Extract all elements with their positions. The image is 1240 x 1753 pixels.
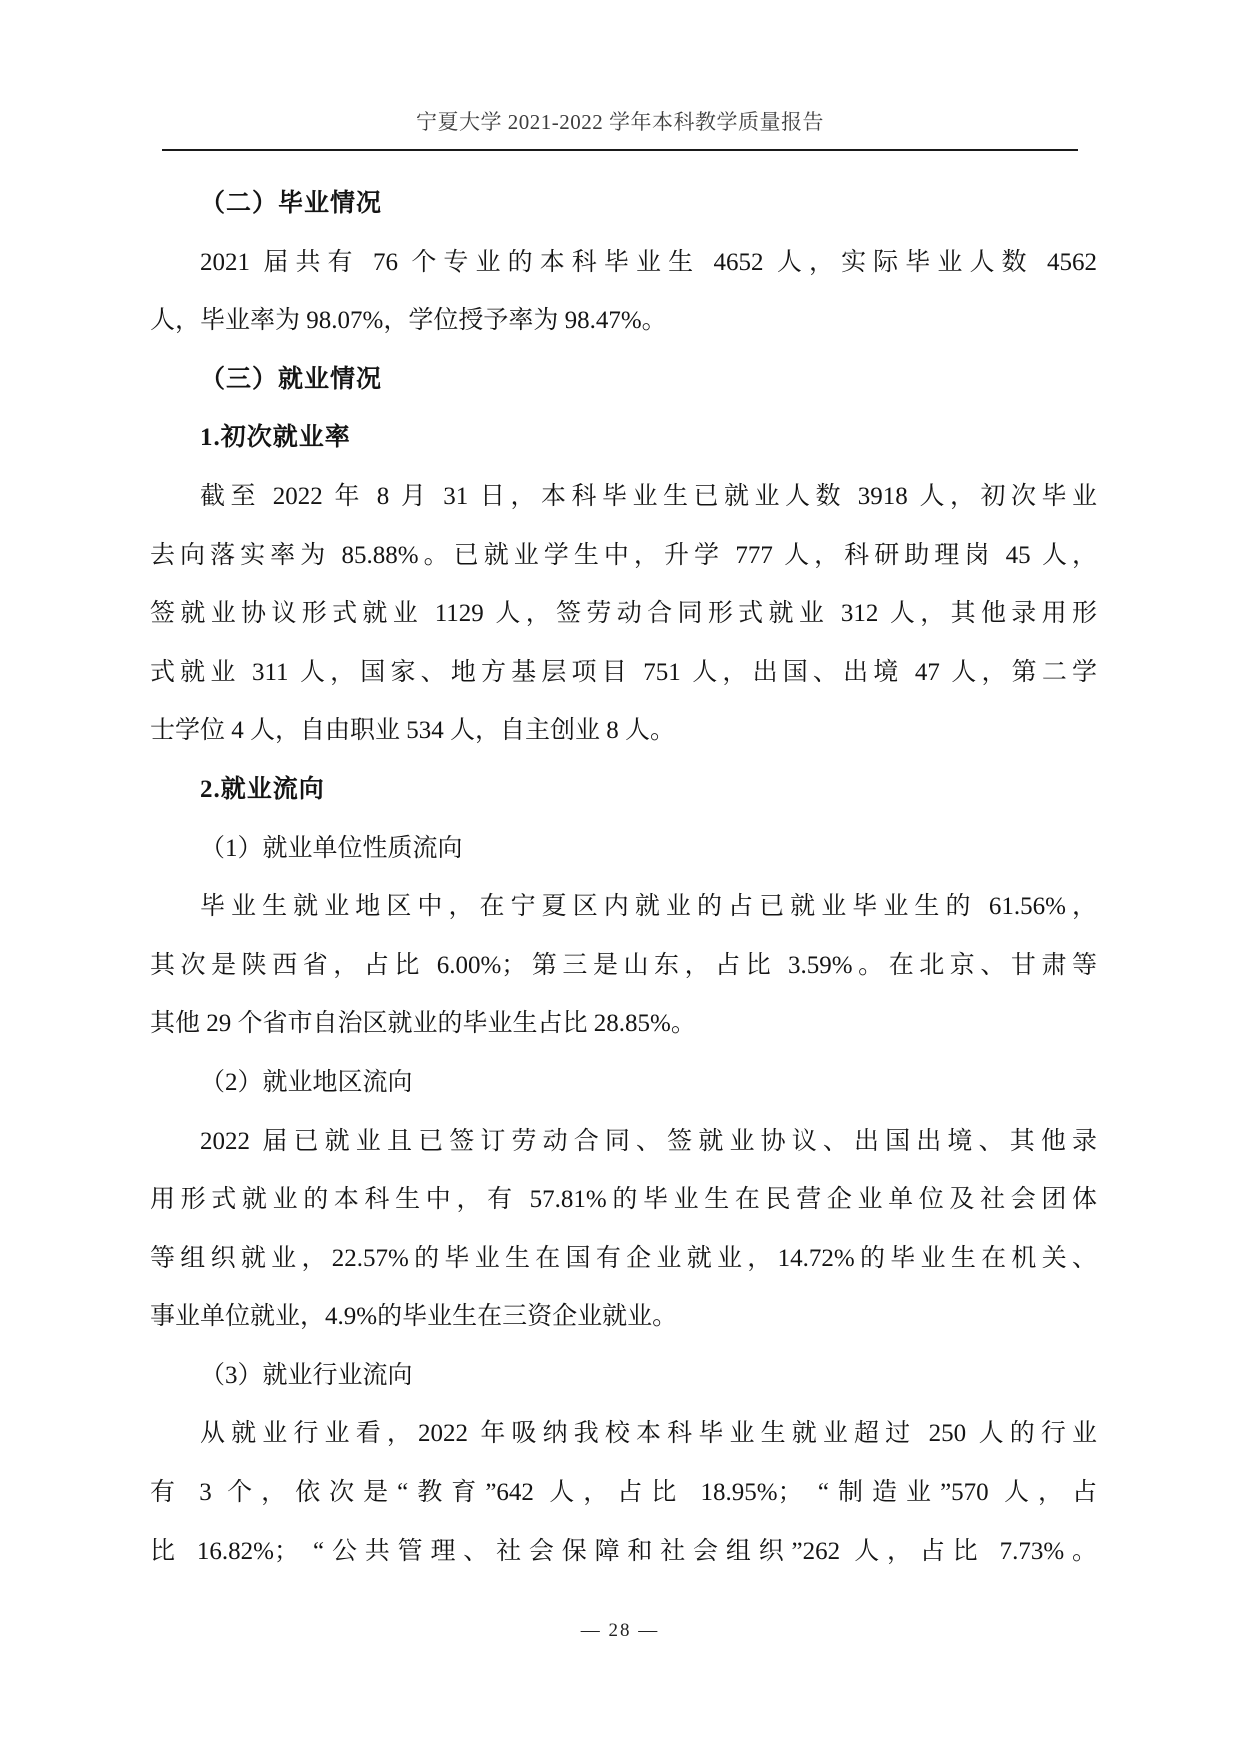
- paragraph-first-line: 从就业行业看，2022 年吸纳我校本科毕业生就业超过 250 人的行业: [200, 1420, 1097, 1448]
- section-heading: （二）毕业情况: [200, 190, 383, 217]
- sub-item-heading: （1）就业单位性质流向: [200, 834, 463, 862]
- paragraph-first-line: 2022 届已就业且已签订劳动合同、签就业协议、出国出境、其他录: [200, 1127, 1097, 1155]
- paragraph-line: 用形式就业的本科生中，有 57.81%的毕业生在民营企业单位及社会团体: [150, 1186, 1097, 1214]
- paragraph-line: 签就业协议形式就业 1129 人，签劳动合同形式就业 312 人，其他录用形: [150, 600, 1097, 628]
- sub-heading: 1.初次就业率: [200, 424, 351, 452]
- paragraph-line: 式就业 311 人，国家、地方基层项目 751 人，出国、出境 47 人，第二学: [150, 658, 1097, 686]
- paragraph-line: 有 3 个，依次是“教育”642 人，占比 18.95%； “制造业”570 人，占: [150, 1479, 1097, 1507]
- paragraph-first-line: 截至 2022 年 8 月 31 日，本科毕业生已就业人数 3918 人，初次毕业: [200, 482, 1097, 510]
- page-header-title: 宁夏大学 2021-2022 学年本科教学质量报告: [416, 110, 824, 134]
- paragraph-line: 事业单位就业，4.9%的毕业生在三资企业就业。: [150, 1303, 678, 1331]
- paragraph-line: 等组织就业，22.57%的毕业生在国有企业就业，14.72%的毕业生在机关、: [150, 1244, 1097, 1272]
- header-rule: [162, 149, 1078, 151]
- paragraph-line: 去向落实率为 85.88%。已就业学生中，升学 777 人，科研助理岗 45 人，: [150, 541, 1097, 569]
- paragraph-line: 士学位 4 人，自由职业 534 人，自主创业 8 人。: [150, 717, 676, 745]
- paragraph-line: 其次是陕西省，占比 6.00%；第三是山东，占比 3.59%。在北京、甘肃等: [150, 951, 1097, 979]
- sub-item-heading: （3）就业行业流向: [200, 1361, 413, 1389]
- paragraph-line: 人，毕业率为 98.07%，学位授予率为 98.47%。: [150, 307, 667, 335]
- document-body: [150, 175, 1097, 1581]
- sub-item-heading: （2）就业地区流向: [200, 1068, 413, 1096]
- paragraph-line: 其他 29 个省市自治区就业的毕业生占比 28.85%。: [150, 1010, 696, 1038]
- paragraph-first-line: 毕业生就业地区中，在宁夏区内就业的占已就业毕业生的 61.56%，: [200, 893, 1097, 921]
- sub-heading: 2.就业流向: [200, 775, 325, 803]
- paragraph-line: 比 16.82%； “公共管理、社会保障和社会组织”262 人，占比 7.73%。: [150, 1537, 1097, 1565]
- paragraph-first-line: 2021 届共有 76 个专业的本科毕业生 4652 人，实际毕业人数 4562: [200, 248, 1097, 276]
- section-heading: （三）就业情况: [200, 365, 383, 393]
- page-footer: — 28 —: [580, 1620, 660, 1641]
